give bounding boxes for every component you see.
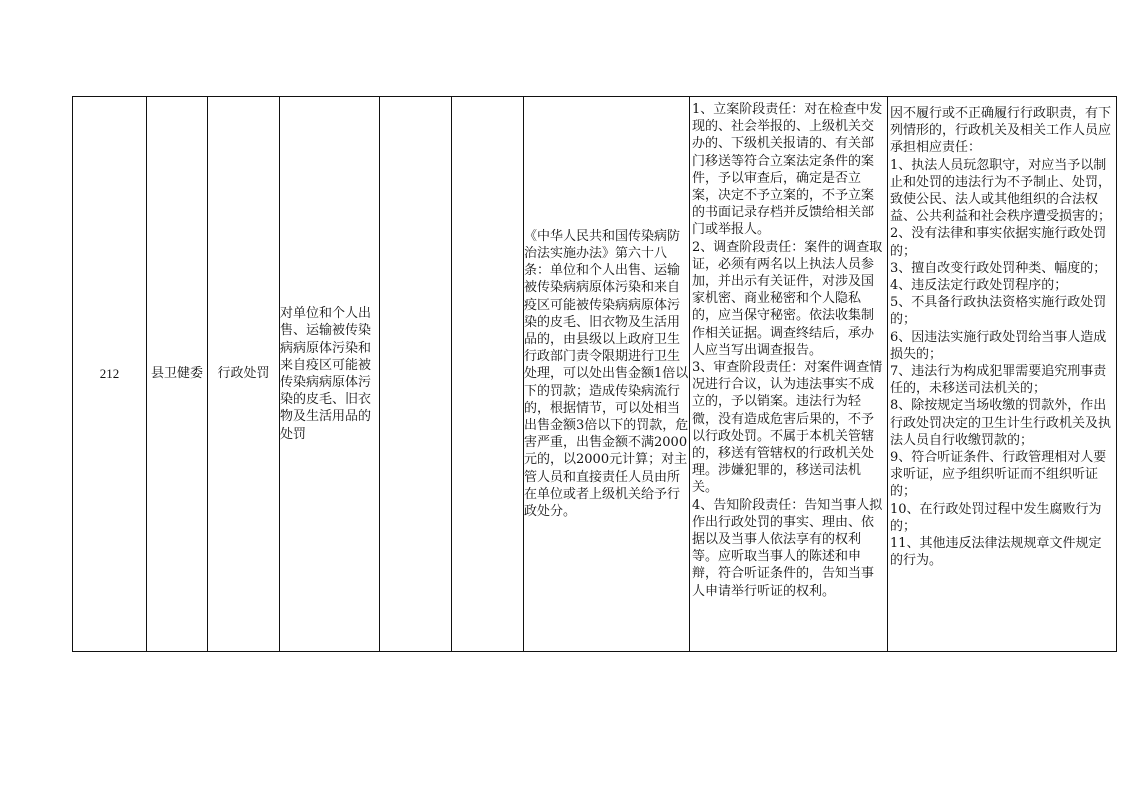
accountability-item-9: 9、符合听证条件、行政管理相对人要求听证，应予组织听证而不组织听证的； (890, 450, 1107, 500)
table-row (73, 97, 1117, 652)
accountability-cell (888, 97, 1117, 652)
responsibility-item-2: 2、调查阶段责任：案件的调查取证，必须有两名以上执法人员参加，并出示有关证件，对涉及国家机密、商业秘密和个人隐私的，应当保守秘密。依法收集制作相关证据。调查终结后，承办人应当写出调查报告。 (692, 239, 883, 358)
accountability-item-6: 6、因违法实施行政处罚给当事人造成损失的； (890, 329, 1107, 362)
empty-cell-5 (380, 97, 452, 652)
empty-cell-6 (452, 97, 524, 652)
accountability-item-4: 4、违反法定行政处罚程序的； (890, 278, 1068, 294)
accountability-item-8: 8、除按规定当场收缴的罚款外，作出行政处罚决定的卫生计生行政机关及执法人员自行收缴罚款的； (890, 398, 1112, 448)
accountability-item-1: 1、执法人员玩忽职守，对应当予以制止和处罚的违法行为不予制止、处罚，致使公民、法人或其他组织的合法权益、公共利益和社会秩序遭受损害的； (890, 157, 1112, 225)
power-list-table (72, 96, 1117, 652)
responsibility-cell (690, 97, 888, 652)
accountability-intro: 因不履行或不正确履行行政职责，有下列情形的，行政机关及相关工作人员应承担相应责任： (890, 106, 1112, 156)
accountability-item-7: 7、违法行为构成犯罪需要追究刑事责任的，未移送司法机关的； (890, 364, 1107, 397)
accountability-item-3: 3、擅自改变行政处罚种类、幅度的； (890, 260, 1107, 276)
row-number-cell: 212 (73, 97, 147, 652)
responsibility-item-3: 3、审查阶段责任：对案件调查情况进行合议，认为违法事实不成立的，予以销案。违法行为轻微，没有造成危害后果的，不予以行政处罚。不属于本机关管辖的，移送有管辖权的行政机关处理。涉嫌犯罪的，移送司法机关。 (692, 360, 883, 496)
accountability-item-11: 11、其他违反法律法规规章文件规定的行为。 (890, 536, 1102, 569)
legal-basis-cell: 《中华人民共和国传染病防治法实施办法》第六十八条：单位和个人出售、运输被传染病病原体污染和来自疫区可能被传染病病原体污染的皮毛、旧衣物及生活用品的，由县级以上政府卫生行政部门责令限期进行卫生处理，可以处出售金额1倍以下的罚款；造成传染病流行的，根据情节，可以处相当出售金额3倍以下的罚款，危害严重，出售金额不满2000元的，以2000元计算；对主管人员和直接责任人员由所在单位或者上级机关给予行政处分。 (524, 97, 690, 652)
accountability-item-5: 5、不具备行政执法资格实施行政处罚的； (890, 295, 1107, 328)
power-type-cell: 行政处罚 (208, 97, 280, 652)
department-cell: 县卫健委 (147, 97, 208, 652)
accountability-item-2: 2、没有法律和事实依据实施行政处罚的； (890, 226, 1107, 259)
responsibility-item-1: 1、立案阶段责任：对在检查中发现的、社会举报的、上级机关交办的、下级机关报请的、有关部门移送等符合立案法定条件的案件，予以审查后，确定是否立案，决定不予立案的，不予立案的书面记录存档并反馈给相关部门或举报人。 (692, 102, 883, 238)
responsibility-item-4: 4、告知阶段责任：告知当事人拟作出行政处罚的事实、理由、依据以及当事人依法享有的权利等。应听取当事人的陈述和申辩，符合听证条件的，告知当事人申请举行听证的权利。 (692, 497, 883, 599)
accountability-item-10: 10、在行政处罚过程中发生腐败行为的； (890, 501, 1102, 534)
item-name-cell: 对单位和个人出售、运输被传染病病原体污染和来自疫区可能被传染病病原体污染的皮毛、旧衣物及生活用品的处罚 (280, 97, 380, 652)
